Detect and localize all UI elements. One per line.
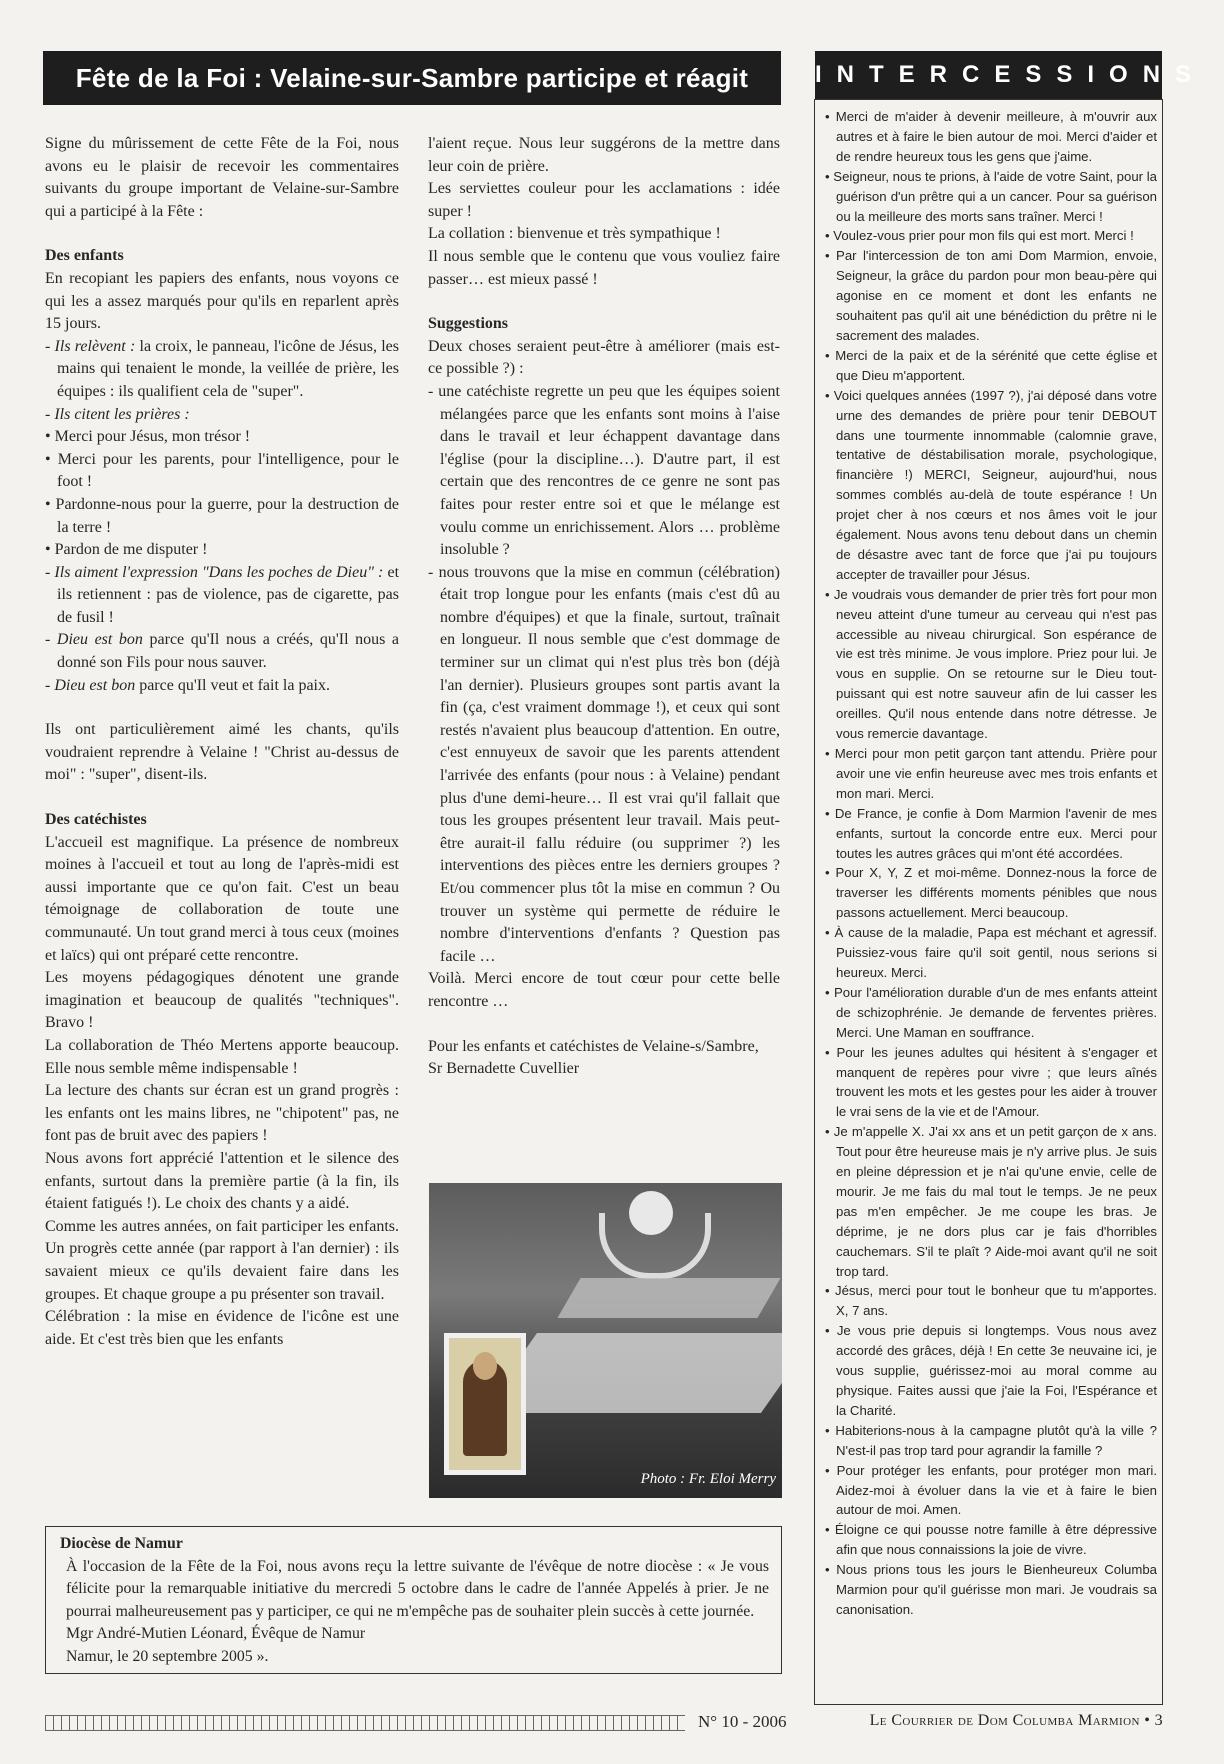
intercession-item: • Pour X, Y, Z et moi-même. Donnez-nous la force de traverser les différents moments pénibles que nous passons actuellement. Merci beaucoup. bbox=[825, 865, 1157, 921]
paragraph: Signe du mûrissement de cette Fête de la Foi, nous avons eu le plaisir de recevoir les commentaires suivants du groupe important de Velaine-sur-Sambre qui a participé à la Fête : bbox=[45, 135, 399, 220]
list-item bbox=[45, 426, 399, 449]
paragraph: Ils ont particulièrement aimé les chants, qu'ils voudraient reprendre à Velaine ! "Christ au-dessus de moi" : "super", disent-ils. bbox=[45, 721, 399, 784]
section-heading: Suggestions bbox=[428, 315, 509, 333]
intercessions-title: INTERCESSIONS bbox=[815, 51, 1162, 99]
paragraph: Il nous semble que le contenu que vous vouliez faire passer… est mieux passé ! bbox=[428, 247, 780, 288]
paragraph-gap bbox=[428, 1014, 780, 1036]
photo-panel bbox=[557, 1278, 780, 1318]
paragraph: Sr Bernadette Cuvellier bbox=[428, 1060, 580, 1078]
list-item-text: - nous trouvons que la mise en commun (célébration) était trop longue pour les enfants (mais c'est dû au nombre d'équipes) et que la finale, surtout, traînait en longueur. Il nous semble que c'est dommage de terminer sur un climat qui n'est plus très bon (déjà l'an dernier). Plusieurs groupes sont partis avant la fin (ça, c'est vraiment dommage !), et ceux qui sont restés n'avaient plus beaucoup d'attention. En outre, c'est ennuyeux de savoir que les parents attendent l'arrivée des enfants (pour nous : à Velaine) pendant plus d'une demi-heure… Il est vrai qu'il fallait que tous les groupes présentent leur travail. Mais peut-être aurait-il fallu réduire (ou supprimer ?) les interventions des pièces entre les derniers groupes ? Et/ou commencer plus tôt la mise en commun ? Ou trouver un système qui permette de réduire le nombre d'interventions d'enfants ? Question pas facile … bbox=[428, 563, 780, 965]
paragraph: La collation : bienvenue et très sympathique ! bbox=[428, 225, 721, 243]
list-item bbox=[428, 381, 780, 562]
photo-icon-of-jesus bbox=[444, 1333, 526, 1475]
list-item bbox=[45, 539, 399, 562]
intercession-item: • Je voudrais vous demander de prier très fort pour mon neveu atteint d'une tumeur au cerveau qui n'est pas accessible au niveau chirurgical. Son espérance de vie est très minime. Je vous implore. Priez pour lui. Je vous en supplie. On se retourne sur le Dieu tout-puissant qui est notre sauveur afin de lui casser les oreilles. Qu'il nous entende dans notre détresse. Je vous remercie davantage. bbox=[825, 586, 1157, 742]
list-item-text: la croix, le panneau, l'icône de Jésus, les mains qui tenaient le monde, la veillée de prière, les équipes : ils qualifient cela de "super". bbox=[57, 337, 400, 400]
intercession-item: • Je vous prie depuis si longtemps. Vous nous avez accordé des grâces, déjà ! En cette 3e neuvaine ici, je vous supplie, guérissez-moi au moral comme au physique. Faites aussi que j'aie la Foi, l'Espérance et la Charité. bbox=[825, 1323, 1157, 1418]
intercession-item: • Pour protéger les enfants, pour protéger mon mari. Aidez-moi à évoluer dans la vie et à faire le bien autour de moi. Amen. bbox=[825, 1462, 1157, 1518]
paragraph-gap bbox=[428, 291, 780, 313]
paragraph-gap bbox=[45, 697, 399, 719]
intercession-item: • À cause de la maladie, Papa est méchant et agressif. Puissiez-vous faire qu'il soit gentil, nous serions si heureux. Merci. bbox=[825, 925, 1157, 980]
paragraph: Les serviettes couleur pour les acclamations : idée super ! bbox=[428, 180, 780, 220]
list-item bbox=[45, 449, 399, 494]
paragraph: Pour les enfants et catéchistes de Velaine-s/Sambre, bbox=[428, 1037, 759, 1055]
list-item-text: et ils retiennent : pas de violence, pas de cigarette, pas de fusil ! bbox=[57, 563, 400, 626]
paragraph-gap bbox=[45, 223, 399, 245]
intercession-item: • Nous prions tous les jours le Bienheureux Columba Marmion pour qu'il guérisse mon mari. Je voudrais sa canonisation. bbox=[825, 1562, 1157, 1617]
diocese-date: Namur, le 20 septembre 2005 ». bbox=[66, 1647, 269, 1665]
intercession-item: • Pour l'amélioration durable d'un de mes enfants atteint de schizophrénie. Je demande de ferventes prières. Merci. Une Maman en souffrance. bbox=[825, 984, 1157, 1040]
list-item bbox=[45, 562, 399, 630]
list-item bbox=[45, 494, 399, 539]
list-item bbox=[45, 629, 399, 674]
list-item-text: parce qu'Il veut et fait la paix. bbox=[135, 676, 330, 694]
article-column-2 bbox=[428, 133, 780, 1081]
article-column-1 bbox=[45, 133, 399, 1351]
intercession-item: • Je m'appelle X. J'ai xx ans et un petit garçon de x ans. Tout pour être heureuse mais je n'y arrive plus. Je suis en pleine dépression et je n'ai qu'une envie, celle de mourir. Je me fais du mal tout le temps. Je ne peux pas m'en empêcher. Je me coupe les bras. Je déprime, je ne dors plus car je fais d'horribles cauchemars. S'il te plaît ? Aide-moi avant qu'il ne soit trop tard. bbox=[825, 1124, 1157, 1279]
intercession-item: • Habiterions-nous à la campagne plutôt qu'à la ville ? N'est-il pas trop tard pour agrandir la famille ? bbox=[825, 1422, 1157, 1458]
intercession-item: • De France, je confie à Dom Marmion l'avenir de mes enfants, surtout la concorde entre eux. Merci pour toutes les autres grâces qui m'ont été accordées. bbox=[825, 805, 1157, 861]
intercession-item: • Par l'intercession de ton ami Dom Marmion, envoie, Seigneur, la grâce du pardon pour mon beau-père qui agonise en ce moment et dont les enfants ne souhaitent pas qu'il ait une bénédiction du prêtre ni le sacrement des malades. bbox=[825, 248, 1157, 343]
list-item-lead: - Dieu est bon bbox=[45, 676, 136, 694]
list-item-lead: - Ils citent les prières : bbox=[45, 405, 190, 423]
paragraph: Deux choses seraient peut-être à améliorer (mais est-ce possible ?) : bbox=[428, 337, 780, 378]
paragraph: Voilà. Merci encore de tout cœur pour cette belle rencontre … bbox=[428, 970, 780, 1010]
intercession-item: • Jésus, merci pour tout le bonheur que tu m'apportes. X, 7 ans. bbox=[825, 1283, 1157, 1319]
intercession-item: • Merci pour mon petit garçon tant attendu. Prière pour avoir une vie enfin heureuse avec mes trois enfants et mon mari. Merci. bbox=[825, 746, 1157, 801]
issue-number: N° 10 - 2006 bbox=[698, 1712, 787, 1731]
list-item-lead: - Dieu est bon bbox=[45, 631, 143, 649]
list-item bbox=[45, 404, 399, 427]
diocese-box bbox=[45, 1526, 782, 1674]
intercession-item: • Merci de la paix et de la sérénité que cette église et que Dieu m'apportent. bbox=[825, 347, 1157, 383]
diocese-signature: Mgr André-Mutien Léonard, Évêque de Namur bbox=[66, 1625, 366, 1643]
paragraph: Les moyens pédagogiques dénotent une grande imagination et beaucoup de qualités "techniques". Bravo ! bbox=[45, 969, 399, 1032]
intercession-item: • Voici quelques années (1997 ?), j'ai déposé dans votre urne des demandes de prière pour tenir DEBOUT dans une tourmente innommable (calomnie grave, tentative de déstabilisation morale, psychologique, financière !) MERCI, Seigneur, aujourd'hui, nous sommes comblés au-delà de toute espérance ! Un projet cher à nos cœurs et nos âmes voit le jour également. Nous avons tenu debout dans un chemin de désastre avec tant de force que j'ai pu toujours accepter de travailler pour Jésus. bbox=[825, 387, 1157, 582]
paragraph-gap bbox=[45, 787, 399, 809]
section-heading: Des enfants bbox=[45, 247, 124, 265]
page-footer bbox=[45, 1712, 1163, 1734]
list-item-lead: - Ils aiment l'expression "Dans les poches de Dieu" : bbox=[45, 563, 384, 581]
photo-sculpture-globe bbox=[629, 1191, 673, 1235]
intercession-item: • Merci de m'aider à devenir meilleure, à m'ouvrir aux autres et à faire le bien autour de moi. Merci d'aider et de rendre heureux tous les gens que j'aime. bbox=[825, 109, 1157, 164]
list-item-text: • Merci pour les parents, pour l'intelligence, pour le foot ! bbox=[45, 450, 399, 491]
list-item bbox=[428, 562, 780, 969]
paragraph: L'accueil est magnifique. La présence de nombreux moines à l'accueil et tout au long de l'après-midi est aussi importante que ce qu'on fait. C'est un beau témoignage de collaboration de toute une communauté. Un tout grand merci à tous ceux (moines et laïcs) qui ont préparé cette rencontre. bbox=[45, 833, 399, 964]
diocese-letter: À l'occasion de la Fête de la Foi, nous avons reçu la lettre suivante de l'évêque de notre diocèse : « Je vous félicite pour la remarquable initiative du mercredi 5 octobre dans le cadre de l'année Appelés à prier. Je ne pourrai malheureusement pas y participer, ce qui ne m'empêche pas de souhaiter plein succès à cette journée. bbox=[66, 1557, 769, 1620]
list-item-text: parce qu'Il nous a créés, qu'Il nous a donné son Fils pour nous sauver. bbox=[57, 631, 400, 672]
paragraph: l'aient reçue. Nous leur suggérons de la mettre dans leur coin de prière. bbox=[428, 135, 780, 175]
section-heading: Des catéchistes bbox=[45, 811, 147, 829]
intercession-item: • Éloigne ce qui pousse notre famille à être dépressive afin que nous connaissions la joie de vivre. bbox=[825, 1522, 1157, 1558]
journal-name: Le Courrier de Dom Columba Marmion • 3 bbox=[869, 1712, 1163, 1729]
list-item-text: • Pardonne-nous pour la guerre, pour la destruction de la terre ! bbox=[45, 495, 399, 536]
intercession-item: • Voulez-vous prier pour mon fils qui est mort. Merci ! bbox=[825, 228, 1134, 244]
paragraph: La collaboration de Théo Mertens apporte beaucoup. Elle nous semble même indispensable ! bbox=[45, 1036, 399, 1077]
intercession-item: • Seigneur, nous te prions, à l'aide de votre Saint, pour la guérison d'un prêtre qui a un cancer. Pour sa guérison ou la meilleure des morts sans traîner. Merci ! bbox=[825, 168, 1157, 224]
list-item-text: • Merci pour Jésus, mon trésor ! bbox=[45, 428, 251, 446]
icon-face bbox=[473, 1352, 497, 1380]
list-item bbox=[45, 336, 399, 404]
paragraph: Comme les autres années, on fait participer les enfants. Un progrès cette année (par rapport à l'an dernier) : ils savaient mieux ce qu'ils devaient faire dans les groupes. Et chaque groupe a pu présenter son travail. bbox=[45, 1217, 399, 1303]
list-item-text: • Pardon de me disputer ! bbox=[45, 541, 208, 559]
intercessions-list bbox=[825, 107, 1157, 1620]
photo-credit: Photo : Fr. Eloi Merry bbox=[640, 1471, 776, 1487]
paragraph: Nous avons fort apprécié l'attention et le silence des enfants, surtout dans la première partie (à la fin, ils étaient fatigués !). Le choix des chants y a aidé. bbox=[45, 1149, 399, 1213]
intercession-item: • Pour les jeunes adultes qui hésitent à s'engager et manquent de repères pour vivre ; que leurs aînés trouvent les mots et les gestes pour les aider à trouver le vrai sens de la vie et de l'Amour. bbox=[825, 1044, 1157, 1120]
paragraph: En recopiant les papiers des enfants, nous voyons ce qui les a assez marqués pour qu'ils en reparlent après 15 jours. bbox=[45, 269, 399, 333]
list-item-text: - une catéchiste regrette un peu que les équipes soient mélangées parce que les enfants sont moins à l'aise dans le travail et leur échappent davantage dans l'église (pour la discipline…). D'autre part, il est certain que des rencontres de ce genre ne sont pas faites pour rester entre soi et que le mélange est voulu comme un enrichissement. Alors … problème insoluble ? bbox=[428, 382, 780, 559]
list-item bbox=[45, 675, 399, 698]
paragraph: Célébration : la mise en évidence de l'icône est une aide. Et c'est très bien que les enfants bbox=[45, 1308, 399, 1348]
article-photo bbox=[429, 1183, 782, 1498]
footer-ruler bbox=[45, 1715, 685, 1731]
paragraph: La lecture des chants sur écran est un grand progrès : les enfants ont les mains libres, ne "chipotent" pas, ne font pas de bruit avec des papiers ! bbox=[45, 1082, 399, 1145]
article-title: Fête de la Foi : Velaine-sur-Sambre participe et réagit bbox=[43, 51, 781, 105]
list-item-lead: - Ils relèvent : bbox=[45, 337, 136, 355]
photo-cross bbox=[481, 1333, 782, 1413]
diocese-title: Diocèse de Namur bbox=[60, 1535, 183, 1552]
